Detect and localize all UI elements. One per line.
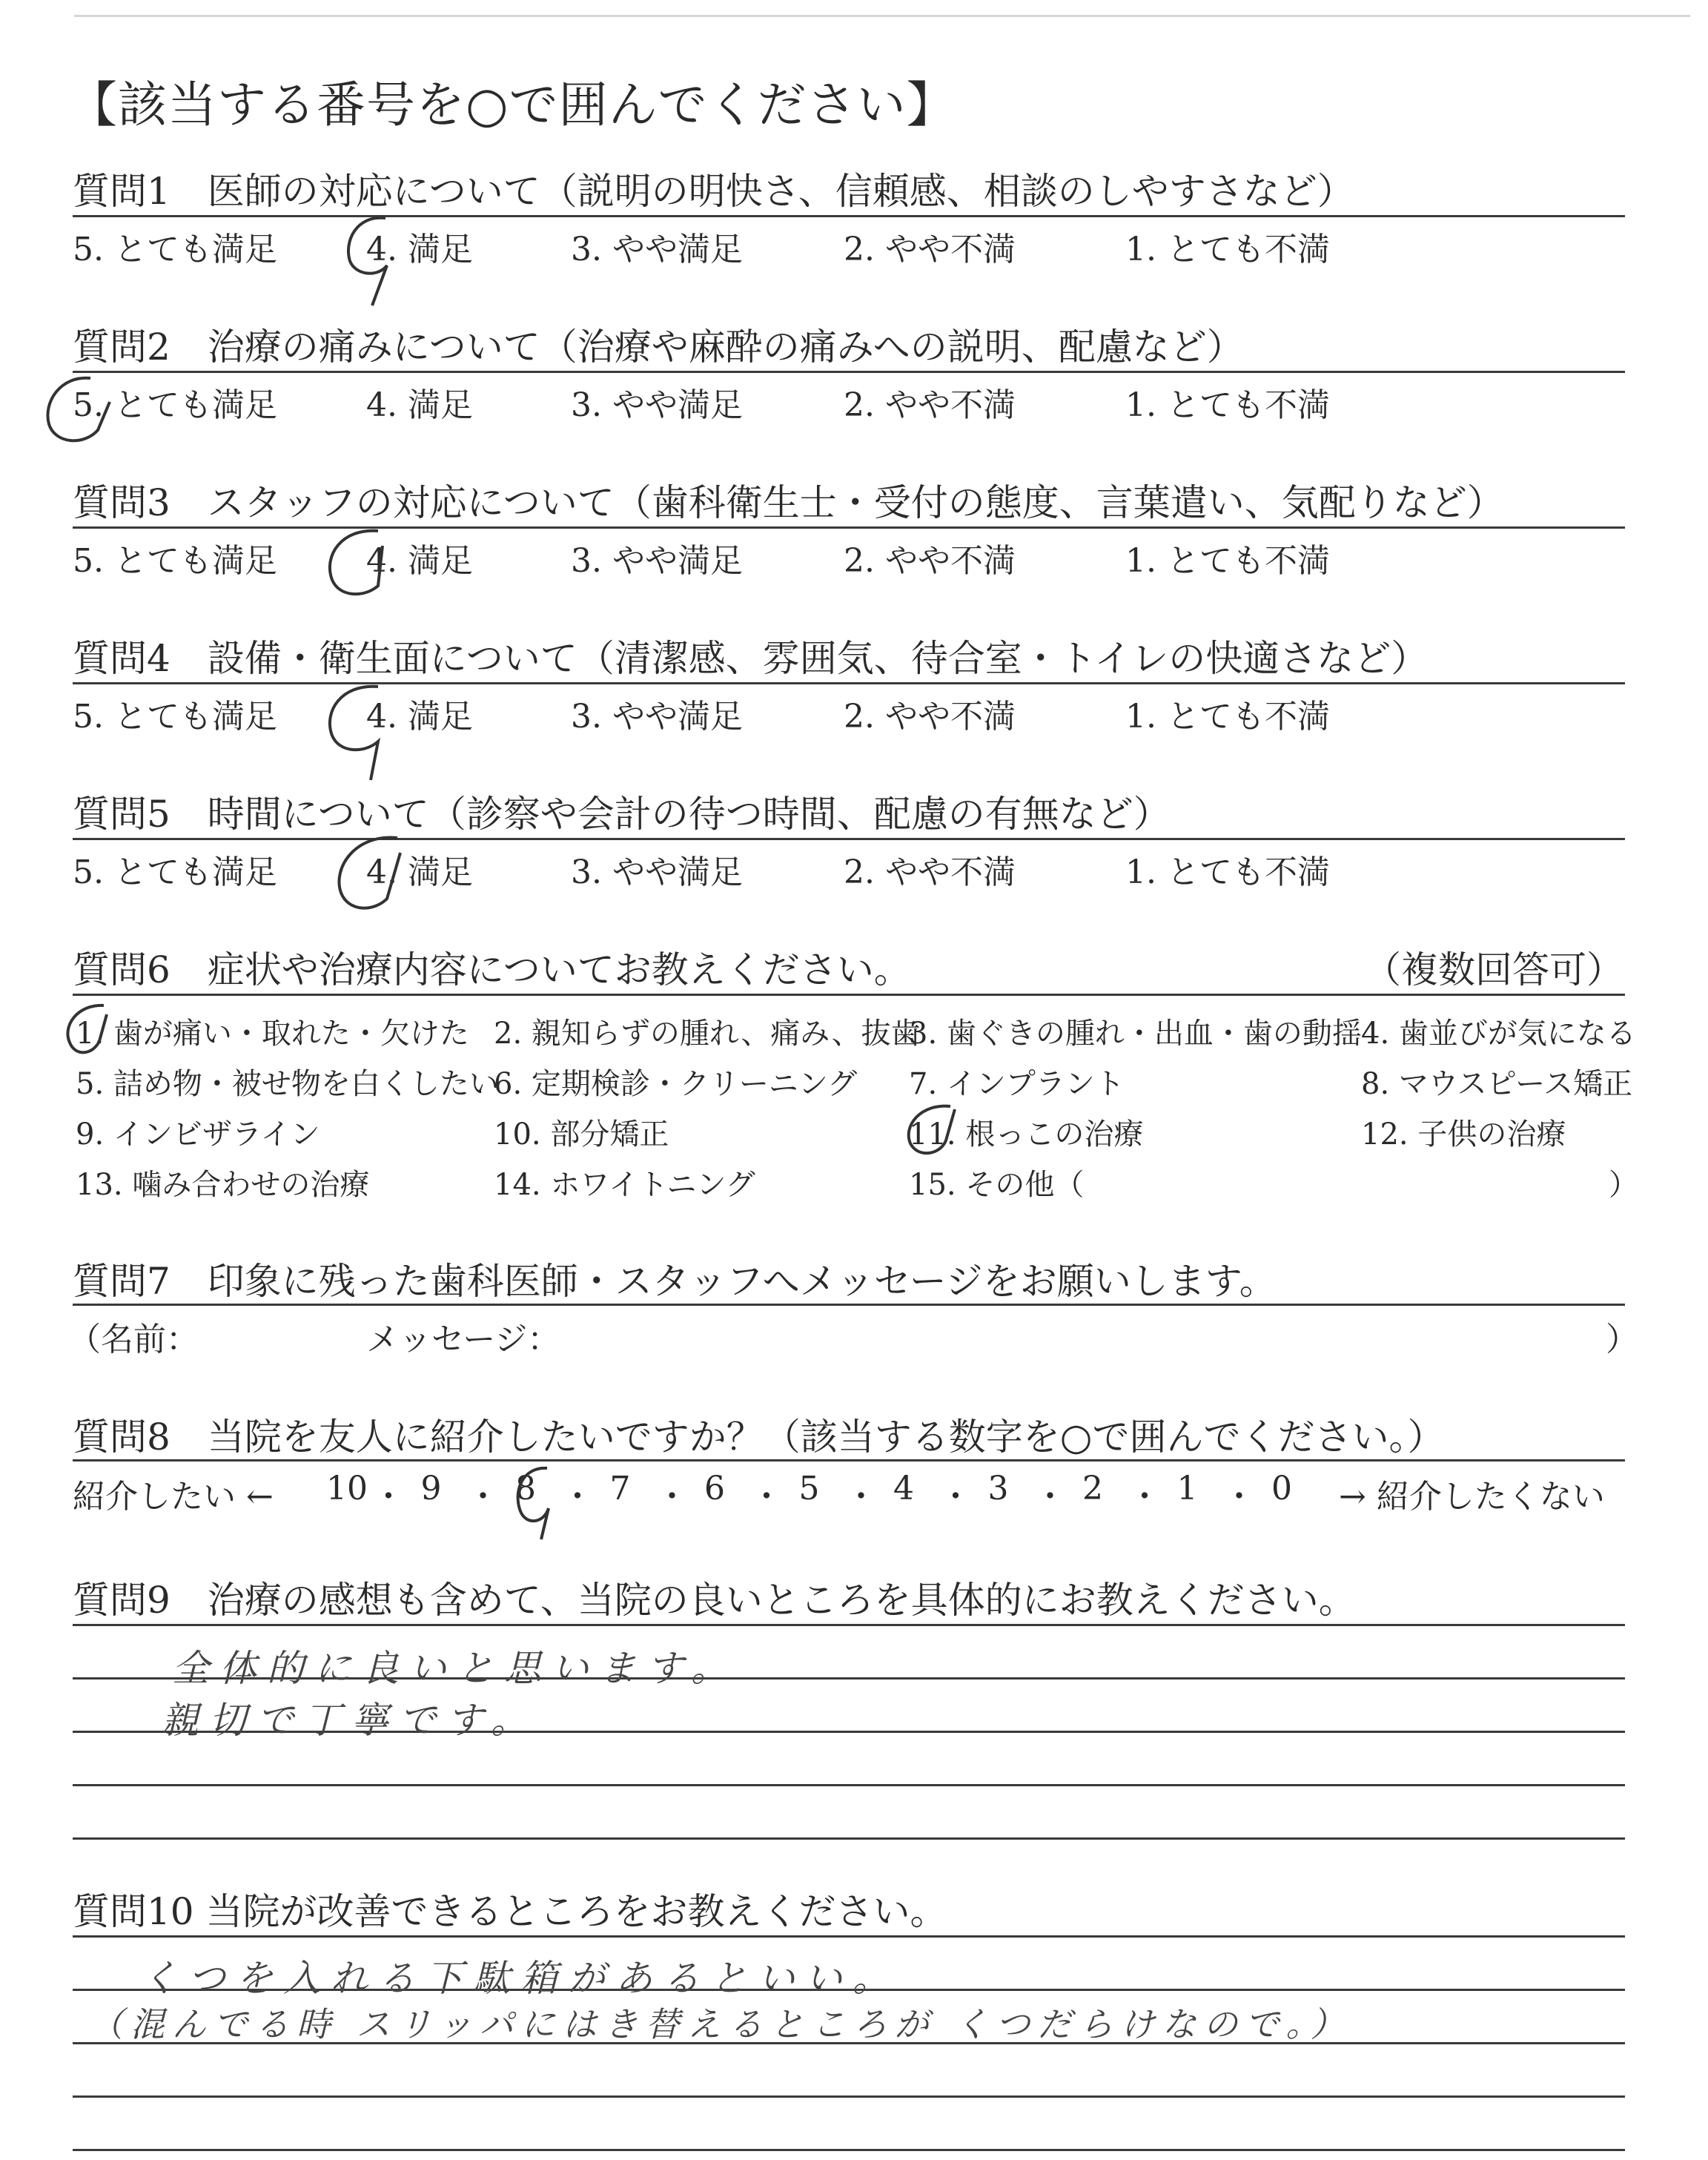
q2-option-3[interactable]: 3. やや満足	[571, 386, 743, 424]
q8-scale-separator: ・	[466, 1478, 500, 1516]
q10-answer-1: くつを入れる下駄箱があるといい。	[141, 1957, 900, 2000]
q2-option-5[interactable]: 5. とても満足	[73, 386, 277, 424]
q10-line-5	[73, 2149, 1625, 2151]
q9-answer-2: 親切で丁寧です。	[162, 1699, 538, 1742]
q8-scale-7[interactable]: 7	[609, 1470, 631, 1507]
q8-scale-10[interactable]: 10	[326, 1470, 368, 1507]
q3-option-4[interactable]: 4. 満足	[366, 542, 473, 580]
q8-scale-separator: ・	[561, 1478, 594, 1516]
q6-item-13[interactable]: 13. 噛み合わせの治療	[76, 1168, 370, 1202]
q4-option-5[interactable]: 5. とても満足	[73, 698, 277, 736]
q3-option-2[interactable]: 2. やや不満	[844, 542, 1016, 580]
question-8-rule	[73, 1459, 1625, 1462]
question-10-title: 質問10 当院が改善できるところをお教えください。	[73, 1890, 947, 1933]
question-7-title: 質問7 印象に残った歯科医師・スタッフへメッセージをお願いします。	[73, 1260, 1277, 1303]
q8-scale-separator: ・	[1033, 1478, 1067, 1516]
q6-item-6[interactable]: 6. 定期検診・クリーニング	[494, 1067, 858, 1101]
question-2-title: 質問2 治療の痛みについて（治療や麻酔の痛みへの説明、配慮など）	[73, 326, 1244, 369]
q2-option-2[interactable]: 2. やや不満	[844, 386, 1016, 424]
q8-right-label: → 紹介したくない	[1339, 1478, 1605, 1516]
q6-item-4[interactable]: 4. 歯並びが気になる	[1361, 1017, 1636, 1051]
q8-scale-3[interactable]: 3	[987, 1470, 1009, 1507]
question-6-note: （複数回答可）	[1364, 948, 1623, 991]
q7-name-label: （名前：	[68, 1321, 199, 1358]
question-5-rule	[73, 838, 1625, 840]
page-top-edge	[74, 15, 1690, 17]
q1-option-1[interactable]: 1. とても不満	[1125, 231, 1330, 268]
q8-scale-separator: ・	[750, 1478, 783, 1516]
q1-option-4[interactable]: 4. 満足	[366, 231, 473, 268]
q4-option-4[interactable]: 4. 満足	[366, 698, 473, 736]
form-header: 【該当する番号を○で囲んでください】	[68, 76, 956, 133]
q6-item-15[interactable]: 15. その他（	[909, 1168, 1085, 1202]
q8-left-label: 紹介したい ←	[73, 1478, 274, 1516]
q2-option-1[interactable]: 1. とても不満	[1125, 386, 1330, 424]
question-6-title: 質問6 症状や治療内容についてお教えください。	[73, 948, 911, 991]
q6-item-8[interactable]: 8. マウスピース矯正	[1361, 1067, 1633, 1101]
q9-line-4	[73, 1784, 1625, 1786]
question-7-rule	[73, 1304, 1625, 1306]
q6-item-9[interactable]: 9. インビザライン	[76, 1117, 320, 1152]
q9-line-1	[73, 1624, 1625, 1626]
q6-item-5[interactable]: 5. 詰め物・被せ物を白くしたい	[76, 1067, 499, 1101]
q1-option-5[interactable]: 5. とても満足	[73, 231, 277, 268]
q5-option-1[interactable]: 1. とても不満	[1125, 853, 1330, 891]
question-1-title: 質問1 医師の対応について（説明の明快さ、信頼感、相談のしやすさなど）	[73, 170, 1354, 213]
question-1-rule	[73, 215, 1625, 217]
q8-scale-separator: ・	[1222, 1478, 1256, 1516]
q8-scale-8[interactable]: 8	[515, 1470, 536, 1507]
q10-answer-2: （混んでる時 スリッパにはき替えるところが くつだらけなので。）	[89, 2004, 1352, 2044]
question-6-rule	[73, 994, 1625, 996]
q8-scale-6[interactable]: 6	[704, 1470, 725, 1507]
q10-line-1	[73, 1935, 1625, 1938]
question-8-title: 質問8 当院を友人に紹介したいですか？（該当する数字を○で囲んでください。）	[73, 1416, 1445, 1459]
q8-scale-separator: ・	[1128, 1478, 1161, 1516]
question-9-title: 質問9 治療の感想も含めて、当院の良いところを具体的にお教えください。	[73, 1579, 1356, 1622]
q5-option-2[interactable]: 2. やや不満	[844, 853, 1016, 891]
q10-line-4	[73, 2095, 1625, 2098]
q4-option-3[interactable]: 3. やや満足	[571, 698, 743, 736]
q6-item-12[interactable]: 12. 子供の治療	[1361, 1117, 1566, 1152]
question-5-title: 質問5 時間について（診察や会計の待つ時間、配慮の有無など）	[73, 793, 1171, 836]
q8-scale-9[interactable]: 9	[420, 1470, 442, 1507]
q2-option-4[interactable]: 4. 満足	[366, 386, 473, 424]
q4-option-2[interactable]: 2. やや不満	[844, 698, 1016, 736]
q9-answer-1: 全体的に良いと思います。	[172, 1647, 738, 1690]
q6-other-close-paren: ）	[1609, 1168, 1638, 1202]
q7-message-label: メッセージ：	[366, 1321, 560, 1358]
q6-item-2[interactable]: 2. 親知らずの腫れ、痛み、抜歯	[494, 1017, 921, 1051]
q3-option-5[interactable]: 5. とても満足	[73, 542, 277, 580]
q6-item-7[interactable]: 7. インプラント	[909, 1067, 1125, 1101]
q5-option-3[interactable]: 3. やや満足	[571, 853, 743, 891]
q5-option-5[interactable]: 5. とても満足	[73, 853, 277, 891]
q6-item-1[interactable]: 1. 歯が痛い・取れた・欠けた	[76, 1017, 469, 1051]
q8-scale-2[interactable]: 2	[1082, 1470, 1103, 1507]
q6-item-3[interactable]: 3. 歯ぐきの腫れ・出血・歯の動揺	[909, 1017, 1362, 1051]
q8-scale-1[interactable]: 1	[1176, 1470, 1198, 1507]
q4-option-1[interactable]: 1. とても不満	[1125, 698, 1330, 736]
q3-option-3[interactable]: 3. やや満足	[571, 542, 743, 580]
q8-scale-4[interactable]: 4	[893, 1470, 914, 1507]
q8-scale-separator: ・	[939, 1478, 972, 1516]
question-3-title: 質問3 スタッフの対応について（歯科衛生士・受付の態度、言葉遣い、気配りなど）	[73, 481, 1504, 524]
q1-option-3[interactable]: 3. やや満足	[571, 231, 743, 268]
q6-item-10[interactable]: 10. 部分矯正	[494, 1117, 669, 1152]
question-2-rule	[73, 371, 1625, 373]
q9-line-5	[73, 1837, 1625, 1840]
q5-option-4[interactable]: 4. 満足	[366, 853, 473, 891]
q6-item-11[interactable]: 11. 根っこの治療	[909, 1117, 1144, 1152]
q7-close-paren: ）	[1606, 1321, 1638, 1358]
question-3-rule	[73, 526, 1625, 529]
q3-option-1[interactable]: 1. とても不満	[1125, 542, 1330, 580]
q8-scale-5[interactable]: 5	[798, 1470, 820, 1507]
q8-scale-separator: ・	[655, 1478, 689, 1516]
q6-item-14[interactable]: 14. ホワイトニング	[494, 1168, 755, 1202]
question-4-rule	[73, 682, 1625, 684]
question-4-title: 質問4 設備・衛生面について（清潔感、雰囲気、待合室・トイレの快適さなど）	[73, 637, 1429, 680]
q8-scale-separator: ・	[372, 1478, 405, 1516]
q8-scale-0[interactable]: 0	[1271, 1470, 1292, 1507]
q1-option-2[interactable]: 2. やや不満	[844, 231, 1016, 268]
q8-scale-separator: ・	[844, 1478, 878, 1516]
